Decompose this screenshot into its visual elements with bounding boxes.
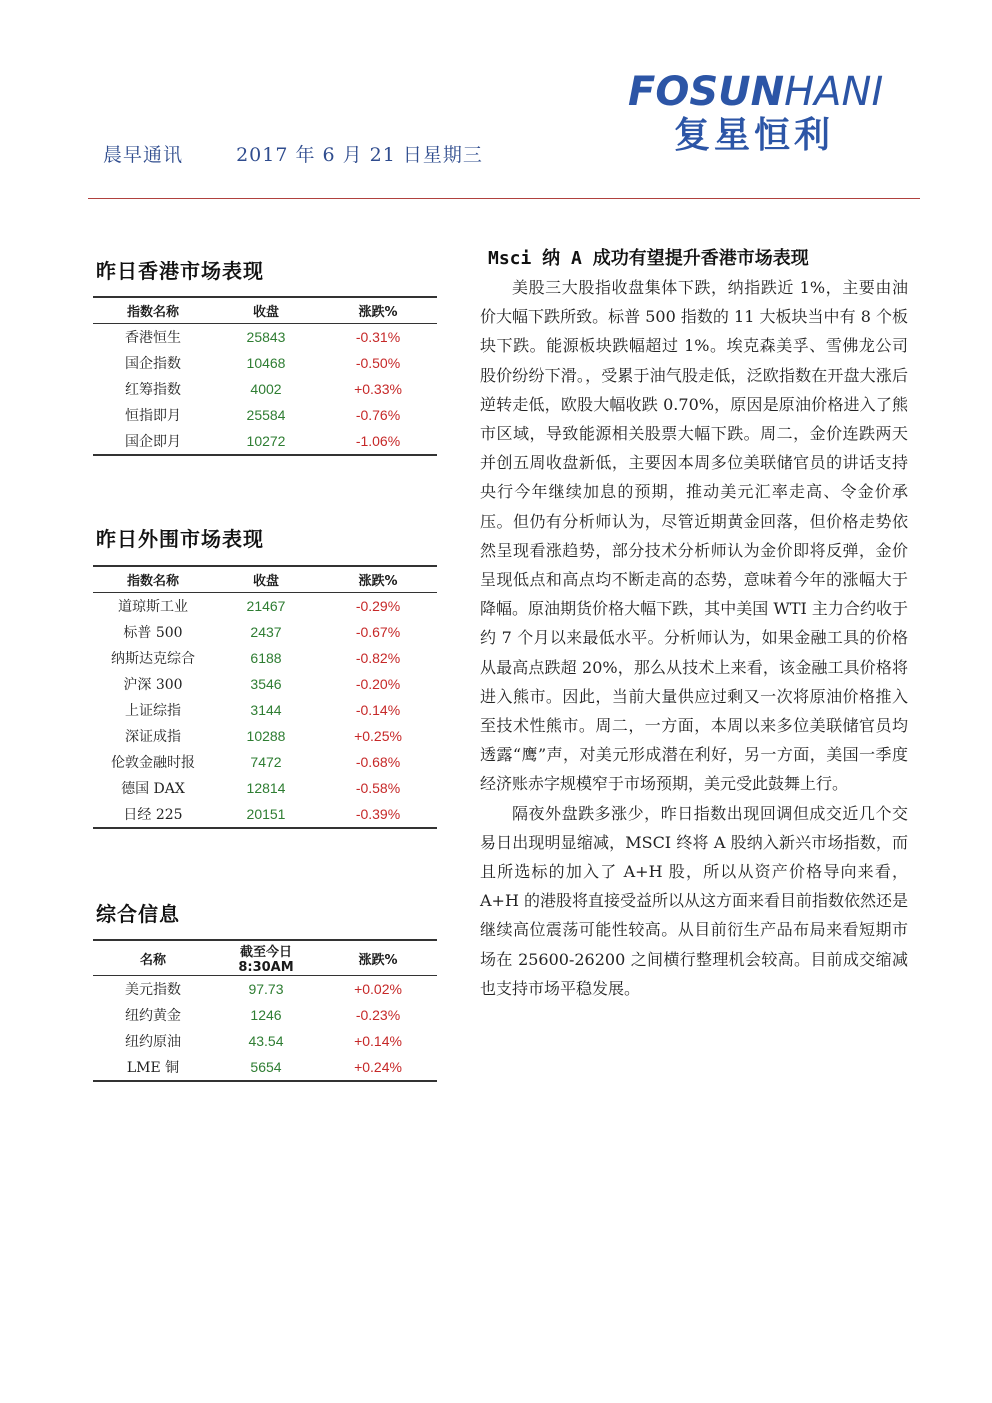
close-value: 10272 <box>246 433 286 449</box>
change-value: +0.02% <box>354 981 402 997</box>
hk-market-table <box>93 296 437 456</box>
table-row <box>93 402 437 428</box>
hk-market-title: 昨日香港市场表现 <box>96 259 264 283</box>
global-market-title: 昨日外围市场表现 <box>96 527 264 551</box>
column-header: 收盘 <box>252 574 279 589</box>
close-value: 10288 <box>246 728 286 744</box>
change-value: -0.58% <box>355 780 401 796</box>
item-name: LME 铜 <box>126 1060 180 1076</box>
close-value: 4002 <box>250 381 282 397</box>
table-row <box>93 324 437 351</box>
logo-english-light: HANI <box>784 69 884 115</box>
column-header: 指数名称 <box>126 574 179 589</box>
column-header: 涨跌% <box>358 305 398 320</box>
index-name: 深证成指 <box>125 729 181 745</box>
index-name: 香港恒生 <box>125 330 181 346</box>
table-row <box>93 775 437 801</box>
change-value: -0.76% <box>355 407 401 423</box>
column-header: 收盘 <box>252 305 279 320</box>
table-row <box>93 350 437 376</box>
item-value: 1246 <box>250 1007 282 1023</box>
change-value: -0.14% <box>355 702 401 718</box>
table-row <box>93 976 437 1003</box>
close-value: 25584 <box>246 407 286 423</box>
close-value: 3546 <box>250 676 282 692</box>
column-header: 指数名称 <box>126 305 179 320</box>
change-value: -0.68% <box>355 754 401 770</box>
item-value: 43.54 <box>248 1033 284 1049</box>
table-row <box>93 428 437 455</box>
table-row <box>93 749 437 775</box>
report-date: 2017 年 6 月 21 日星期三 <box>236 144 483 166</box>
table-row <box>93 1002 437 1028</box>
item-name: 纽约黄金 <box>125 1008 181 1024</box>
index-name: 道琼斯工业 <box>118 599 188 615</box>
close-value: 2437 <box>250 624 282 640</box>
index-name: 恒指即月 <box>125 408 181 424</box>
table-row <box>93 801 437 828</box>
change-value: -0.67% <box>355 624 401 640</box>
index-name: 德国 DAX <box>121 781 185 797</box>
change-value: +0.25% <box>354 728 402 744</box>
table-row <box>93 723 437 749</box>
change-value: -1.06% <box>355 433 401 449</box>
close-value: 12814 <box>246 780 286 796</box>
change-value: -0.23% <box>355 1007 401 1023</box>
item-name: 美元指数 <box>125 982 181 998</box>
logo-chinese: 复星恒利 <box>674 115 835 156</box>
column-header: 涨跌% <box>358 574 398 589</box>
change-value: -0.29% <box>355 598 401 614</box>
header-divider <box>88 198 920 199</box>
item-value: 5654 <box>250 1059 282 1075</box>
article-paragraph: 隔夜外盘跌多涨少，昨日指数出现回调但成交近几个交易日出现明显缩减，MSCI 终将 A 股纳入新兴市场指数，而且所选标的加入了 A+H 股，所以从资产价格导向来看，A+H 的港股将直接受益所以从这方面来看目前指数依然还是继续高位震荡可能性较高。从目前衍生产品布局来看短期市场在 25600-26200 之间横行整理机会较高。目前成交缩减也支持市场平稳发展。 <box>480 803 909 998</box>
change-value: +0.33% <box>354 381 402 397</box>
table-header-row <box>93 940 437 976</box>
general-info-title: 综合信息 <box>96 902 180 926</box>
report-header <box>103 140 483 167</box>
close-value: 21467 <box>246 598 286 614</box>
table-row <box>93 671 437 697</box>
close-value: 20151 <box>246 806 286 822</box>
table-row <box>93 376 437 402</box>
index-name: 日经 225 <box>123 807 183 823</box>
table-row <box>93 697 437 723</box>
change-value: +0.24% <box>354 1059 402 1075</box>
global-market-table <box>93 565 437 829</box>
change-value: -0.50% <box>355 355 401 371</box>
logo-english-bold: FOSUN <box>628 69 785 115</box>
index-name: 上证综指 <box>125 703 181 719</box>
article-title: Msci 纳 A 成功有望提升香港市场表现 <box>488 248 809 269</box>
column-header: 名称 <box>139 952 166 968</box>
column-header: 涨跌% <box>358 952 398 968</box>
report-title: 晨早通讯 <box>103 144 184 166</box>
close-value: 3144 <box>250 702 282 718</box>
fosun-hani-logo <box>628 70 920 162</box>
change-value: +0.14% <box>354 1033 402 1049</box>
index-name: 沪深 300 <box>123 677 183 693</box>
index-name: 国企指数 <box>125 356 181 372</box>
index-name: 红筹指数 <box>125 382 181 398</box>
close-value: 10468 <box>246 355 286 371</box>
logo-english <box>628 70 920 114</box>
item-value: 97.73 <box>248 981 284 997</box>
index-name: 国企即月 <box>125 434 181 450</box>
general-info-table <box>93 939 437 1082</box>
close-value: 6188 <box>250 650 282 666</box>
table-row <box>93 593 437 620</box>
article-paragraph: 美股三大股指收盘集体下跌，纳指跌近 1%，主要由油价大幅下跌所致。标普 500 指数的 11 大板块当中有 8 个板块下跌。能源板块跌幅超过 1%。埃克森美孚、雪佛龙公司股价纷纷下滑。，受累于油气股走低，泛欧指数在开盘大涨后逆转走低，欧股大幅收跌 0.70%，原因是原油价格进入了熊市区域，导致能源相关股票大幅下跌。周二，金价连跌两天并创五周收盘新低，主要因本周多位美联储官员的讲话支持央行今年继续加息的预期，推动美元汇率走高、令金价承压。但仍有分析师认为，尽管近期黄金回落，但价格走势依然呈现看涨趋势，部分技术分析师认为金价即将反弹，金价呈现低点和高点均不断走高的态势，意味着今年的涨幅大于降幅。原油期货价格大幅下跌，其中美国 WTI 主力合约收于约 7 个月以来最低水平。分析师认为，如果金融工具的价格从最高点跌超 20%，那么从技术上来看，该金融工具价格将进入熊市。因此，当前大量供应过剩又一次将原油价格推入至技术性熊市。周二，一方面，本周以来多位美联储官员均透露“鹰”声，对美元形成潜在利好，另一方面，美国一季度经济账赤字规模窄于市场预期，美元受此鼓舞上行。 <box>480 278 908 794</box>
change-value: -0.31% <box>355 329 401 345</box>
table-row <box>93 619 437 645</box>
close-value: 25843 <box>246 329 286 345</box>
item-name: 纽约原油 <box>125 1034 181 1050</box>
close-value: 7472 <box>250 754 282 770</box>
table-header-row <box>93 566 437 593</box>
table-header-row <box>93 297 437 324</box>
article-body <box>480 273 908 1003</box>
table-row <box>93 1054 437 1081</box>
change-value: -0.20% <box>355 676 401 692</box>
change-value: -0.39% <box>355 806 401 822</box>
index-name: 伦敦金融时报 <box>111 755 195 771</box>
index-name: 纳斯达克综合 <box>111 651 195 667</box>
table-row <box>93 1028 437 1054</box>
index-name: 标普 500 <box>123 625 183 641</box>
change-value: -0.82% <box>355 650 401 666</box>
column-header: 截至今日 8:30AM <box>238 945 294 975</box>
table-row <box>93 645 437 671</box>
